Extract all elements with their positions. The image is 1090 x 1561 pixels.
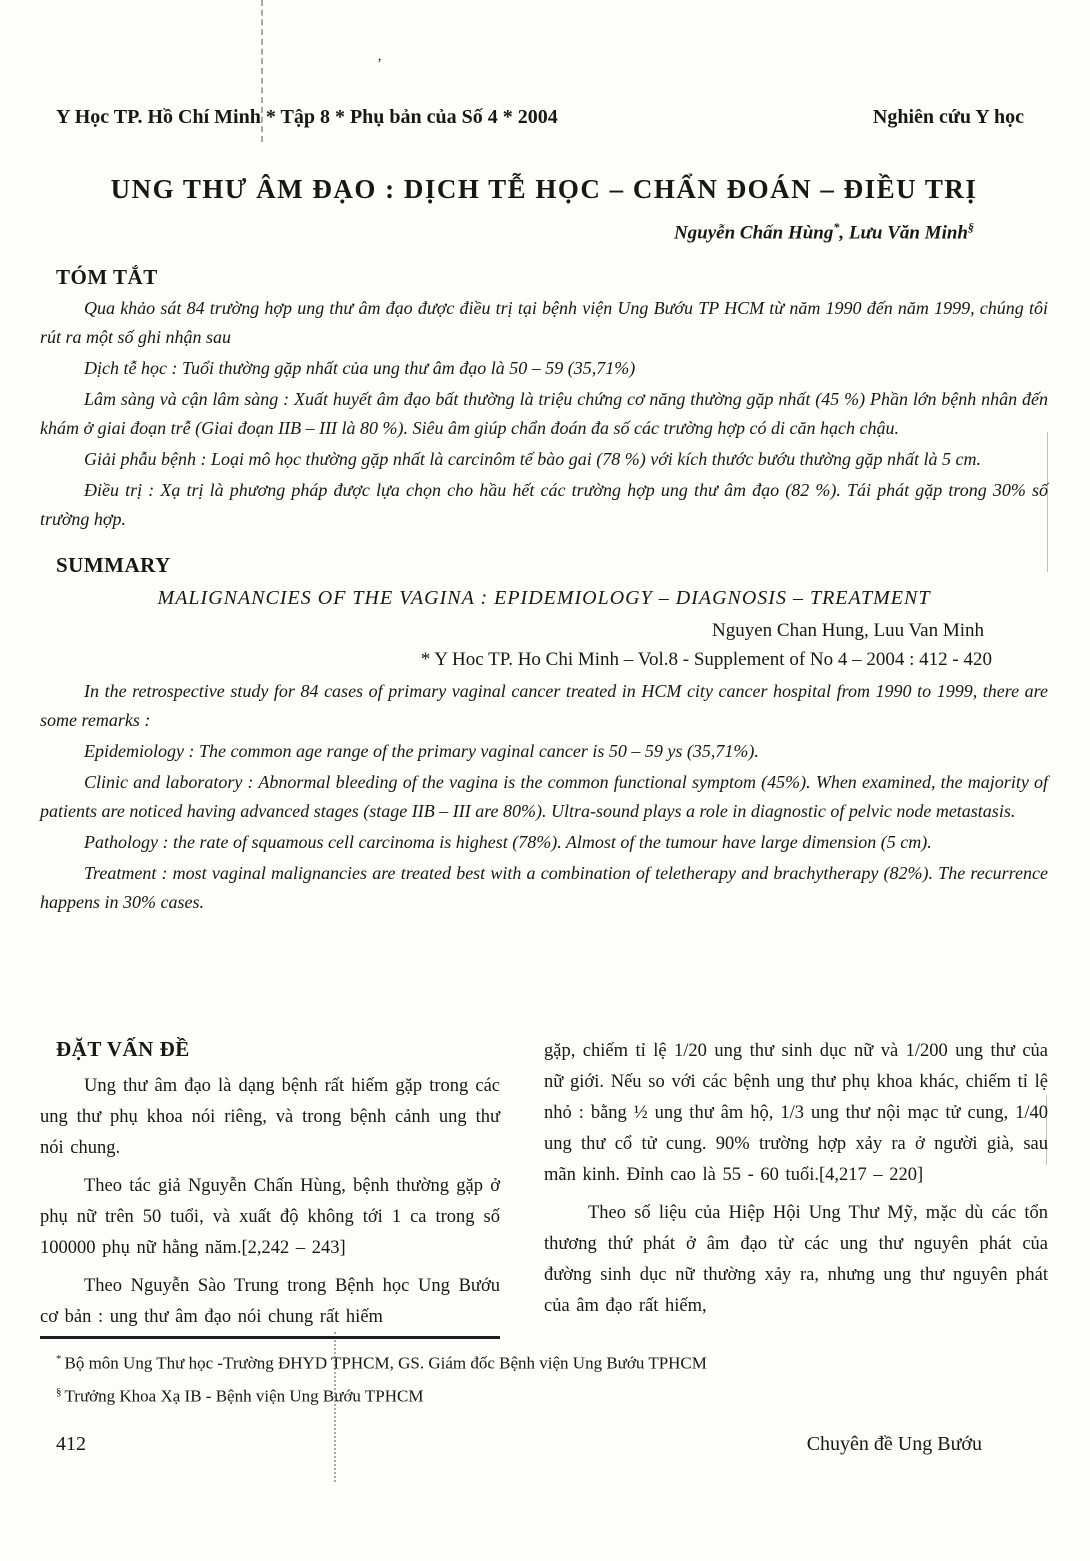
article-title: UNG THƯ ÂM ĐẠO : DỊCH TỄ HỌC – CHẨN ĐOÁN – ĐIỀU TRỊ <box>110 174 978 204</box>
summary-paragraph: Treatment : most vaginal malignancies are treated best with a combination of teletherapy and brachytherapy (82%). The recurrence happens in 30% cases. <box>40 863 1048 913</box>
abstract-paragraph: Dịch tễ học : Tuổi thường gặp nhất của ung thư âm đạo là 50 – 59 (35,71%) <box>84 358 636 379</box>
summary-title: MALIGNANCIES OF THE VAGINA : EPIDEMIOLOGY – DIAGNOSIS – TREATMENT <box>157 587 931 610</box>
summary-paragraph: Epidemiology : The common age range of the primary vaginal cancer is 50 – 59 ys (35,71%). <box>84 741 759 762</box>
abstract-paragraph: Lâm sàng và cận lâm sàng : Xuất huyết âm đạo bất thường là triệu chứng cơ năng thường gặp nhất (45 %) Phần lớn bệnh nhân đến khám ở giai đoạn trễ (Giai đoạn IIB – III là 80 %). Siêu âm giúp chẩn đoán đa số các trường hợp có di căn hạch chậu. <box>40 389 1048 439</box>
intro-paragraph: gặp, chiếm tỉ lệ 1/20 ung thư sinh dục nữ và 1/200 ung thư của nữ giới. Nếu so với các bệnh ung thư phụ khoa khác, chiếm tỉ lệ nhỏ : bằng ½ ung thư âm hộ, 1/3 ung thư nội mạc tử cung, 1/40 ung thư cổ tử cung. 90% trường hợp xảy ra ở người già, sau mãn kinh. Đỉnh cao là 55 - 60 tuổi.[4,217 – 220] <box>544 1041 1048 1185</box>
scan-speck: ’ <box>377 56 382 72</box>
intro-paragraph: Ung thư âm đạo là dạng bệnh rất hiếm gặp trong các ung thư phụ khoa nói riêng, và trong bệnh cảnh ung thư nói chung. <box>40 1076 500 1158</box>
intro-paragraph: Theo số liệu của Hiệp Hội Ung Thư Mỹ, mặc dù các tổn thương thứ phát ở âm đạo từ các ung thư nguyên phát của đường sinh dục nữ thường xảy ra, nhưng ung thư nguyên phát của âm đạo rất hiếm, <box>544 1203 1048 1316</box>
page-footer <box>40 1433 1048 1456</box>
journal-header-left: Y Học TP. Hồ Chí Minh * Tập 8 * Phụ bản của Số 4 * 2004 <box>56 106 558 128</box>
footnote-text: Trưởng Khoa Xạ IB - Bệnh viện Ung Bướu TPHCM <box>64 1386 424 1406</box>
page-number: 412 <box>56 1433 86 1456</box>
abstract-paragraph: Qua khảo sát 84 trường hợp ung thư âm đạo được điều trị tại bệnh viện Ung Bướu TP HCM từ năm 1990 đến năm 1999, chúng tôi rút ra một số ghi nhận sau <box>40 298 1048 348</box>
summary-paragraph: Clinic and laboratory : Abnormal bleeding of the vagina is the common functional symptom (45%). When examined, the majority of patients are noticed having advanced stages (stage IIB – III are 80%). Ultra-sound plays a role in diagnostic of pelvic node metastasis. <box>40 772 1048 822</box>
summary-citation: * Y Hoc TP. Ho Chi Minh – Vol.8 - Supplement of No 4 – 2004 : 412 - 420 <box>420 649 992 671</box>
authors-line <box>40 214 1048 246</box>
footer-right-text: Chuyên đề Ung Bướu <box>806 1433 982 1456</box>
journal-header-right: Nghiên cứu Y học <box>872 106 1024 128</box>
intro-section <box>40 1036 1048 1340</box>
footnote-item <box>56 1379 1048 1410</box>
intro-heading: ĐẶT VẤN ĐỀ <box>56 1037 190 1061</box>
footnote-text: Bộ môn Ung Thư học -Trường ĐHYD TPHCM, GS. Giám đốc Bệnh viện Ung Bướu TPHCM <box>64 1353 707 1373</box>
author-2-footnote-mark: § <box>968 220 974 234</box>
footnote-marker: § <box>56 1385 62 1398</box>
summary-paragraph: In the retrospective study for 84 cases of primary vaginal cancer treated in HCM city cancer hospital from 1990 to 1999, there are some remarks : <box>40 681 1048 731</box>
footnote-item <box>56 1346 1048 1377</box>
summary-paragraph: Pathology : the rate of squamous cell carcinoma is highest (78%). Almost of the tumour have large dimension (5 cm). <box>84 832 932 853</box>
abstract-paragraph: Điều trị : Xạ trị là phương pháp được lựa chọn cho hầu hết các trường hợp ung thư âm đạo (82 %). Tái phát gặp trong 30% số trường hợp. <box>40 480 1048 530</box>
author-2: , Lưu Văn Minh <box>839 222 968 244</box>
upper-section <box>40 0 1048 919</box>
abstract-paragraph: Giải phẫu bệnh : Loại mô học thường gặp nhất là carcinôm tế bào gai (78 %) với kích thước bướu thường gặp nhất là 5 cm. <box>84 449 982 470</box>
intro-paragraph: Theo Nguyễn Sào Trung trong Bệnh học Ung Bướu cơ bản : ung thư âm đạo nói chung rất hiếm <box>40 1276 500 1327</box>
footnote-divider <box>40 1336 500 1339</box>
intro-paragraph: Theo tác giả Nguyễn Chấn Hùng, bệnh thường gặp ở phụ nữ trên 50 tuổi, và xuất độ không tới 1 ca trong số 100000 phụ nữ hằng năm.[2,242 – 243] <box>40 1176 500 1258</box>
footnote-marker: * <box>56 1353 62 1365</box>
right-column <box>544 1036 1048 1340</box>
abstract-vi-heading: TÓM TẮT <box>56 265 158 290</box>
summary-authors: Nguyen Chan Hung, Luu Van Minh <box>712 620 984 642</box>
summary-heading: SUMMARY <box>56 553 171 578</box>
left-column <box>40 1036 500 1340</box>
page-bottom <box>40 1336 1048 1456</box>
author-1-footnote-mark: * <box>833 220 840 234</box>
journal-header <box>40 0 1048 131</box>
author-1: Nguyễn Chấn Hùng <box>673 222 834 244</box>
